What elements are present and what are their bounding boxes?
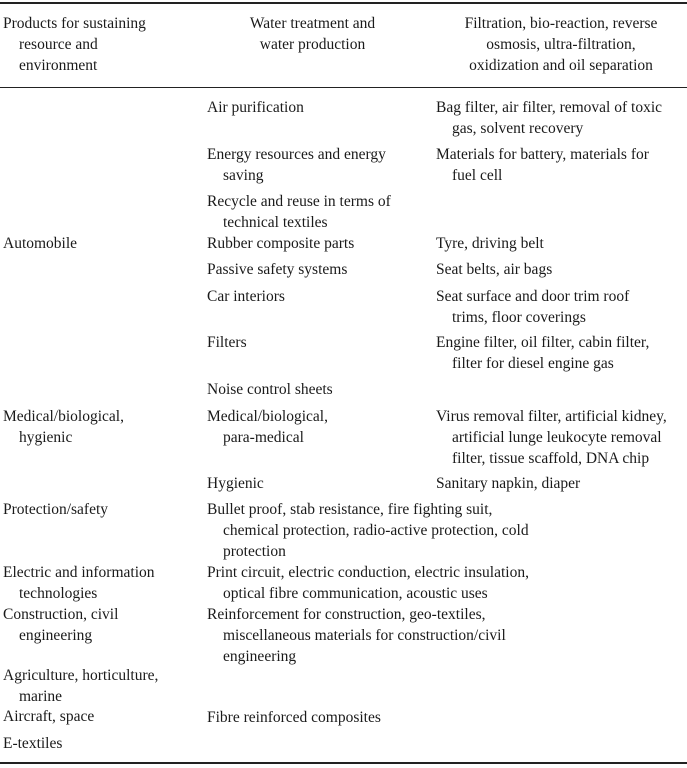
header-line: Water treatment and xyxy=(249,15,376,32)
cell-line: Hygienic xyxy=(207,475,264,492)
cell-seat-surface xyxy=(436,286,629,328)
cell-agriculture xyxy=(3,665,158,707)
cell-car-interiors xyxy=(207,286,285,307)
cell-air-purification xyxy=(207,97,304,118)
cell-line: Bag filter, air filter, removal of toxic xyxy=(436,99,663,116)
cell-line: saving xyxy=(223,167,264,184)
cell-line: gas, solvent recovery xyxy=(452,120,584,137)
cell-line: trims, floor coverings xyxy=(452,309,586,326)
cell-engine-filter xyxy=(436,332,649,374)
cell-line: Automobile xyxy=(3,235,78,252)
cell-energy-detail xyxy=(436,144,649,186)
cell-line: marine xyxy=(19,688,63,705)
header-line: Filtration, bio-reaction, reverse xyxy=(464,15,658,32)
cell-line: Reinforcement for construction, geo-textiles, xyxy=(207,606,486,623)
cell-medical-sub xyxy=(207,406,328,448)
cell-line: Aircraft, space xyxy=(3,708,95,725)
cell-virus-filter xyxy=(436,406,667,469)
cell-line: Seat surface and door trim roof xyxy=(436,288,630,305)
table-top-rule xyxy=(0,2,687,4)
header-line: resource and xyxy=(19,36,98,53)
cell-line: para-medical xyxy=(223,429,304,446)
header-line: water production xyxy=(259,36,366,53)
cell-electric-category xyxy=(3,562,155,604)
header-line: environment xyxy=(19,57,98,74)
cell-line: filter for diesel engine gas xyxy=(452,355,614,372)
cell-line: Tyre, driving belt xyxy=(436,235,544,252)
cell-line: Car interiors xyxy=(207,288,285,305)
cell-line: fuel cell xyxy=(452,167,503,184)
cell-line: Construction, civil xyxy=(3,606,119,623)
cell-reinforcement xyxy=(207,604,506,667)
cell-line: Energy resources and energy xyxy=(207,146,386,163)
header-line: oxidization and oil separation xyxy=(469,57,653,74)
header-line: Products for sustaining xyxy=(3,15,146,32)
cell-line: filter, tissue scaffold, DNA chip xyxy=(452,450,650,467)
cell-line: optical fibre communication, acoustic uses xyxy=(223,585,488,602)
cell-passive-safety xyxy=(207,259,347,280)
cell-noise-control xyxy=(207,379,333,400)
cell-line: artificial lunge leukocyte removal xyxy=(452,429,662,446)
cell-fibre-composites xyxy=(207,707,381,728)
cell-e-textiles xyxy=(3,733,62,754)
cell-line: miscellaneous materials for construction/civil xyxy=(223,627,506,644)
cell-line: Passive safety systems xyxy=(207,261,348,278)
cell-line: Recycle and reuse in terms of xyxy=(207,193,391,210)
cell-line: Fibre reinforced composites xyxy=(207,709,381,726)
cell-recycle xyxy=(207,191,391,233)
cell-line: Bullet proof, stab resistance, fire fighting suit, xyxy=(207,501,493,518)
header-line: osmosis, ultra-filtration, xyxy=(486,36,636,53)
cell-rubber-composite xyxy=(207,233,354,254)
cell-line: Electric and information xyxy=(3,564,155,581)
cell-line: Noise control sheets xyxy=(207,381,333,398)
cell-line: Print circuit, electric conduction, electric insulation, xyxy=(207,564,529,581)
cell-line: protection xyxy=(223,543,286,560)
cell-construction-category xyxy=(3,604,118,646)
header-col-water xyxy=(225,13,400,55)
cell-line: engineering xyxy=(19,627,93,644)
cell-aircraft xyxy=(3,706,94,727)
cell-line: Virus removal filter, artificial kidney, xyxy=(436,408,667,425)
cell-line: Rubber composite parts xyxy=(207,235,355,252)
cell-print-circuit xyxy=(207,562,529,604)
table-bottom-rule xyxy=(0,762,687,764)
table-header-rule xyxy=(0,87,687,88)
cell-line: Engine filter, oil filter, cabin filter, xyxy=(436,334,650,351)
cell-line: Medical/biological, xyxy=(207,408,328,425)
cell-air-purification-detail xyxy=(436,97,662,139)
cell-tyre xyxy=(436,233,544,254)
cell-line: technologies xyxy=(19,585,98,602)
cell-line: technical textiles xyxy=(223,214,328,231)
cell-bullet-proof xyxy=(207,499,529,562)
cell-line: Materials for battery, materials for xyxy=(436,146,649,163)
cell-line: Sanitary napkin, diaper xyxy=(436,475,581,492)
cell-line: hygienic xyxy=(19,429,73,446)
cell-protection-safety xyxy=(3,499,108,520)
cell-line: Protection/safety xyxy=(3,501,109,518)
cell-energy-resources xyxy=(207,144,386,186)
cell-filters xyxy=(207,332,247,353)
cell-line: engineering xyxy=(223,648,297,665)
cell-line: Filters xyxy=(207,334,247,351)
header-col-filtration xyxy=(436,13,686,76)
cell-sanitary xyxy=(436,473,580,494)
header-col-products xyxy=(3,13,146,76)
cell-line: Medical/biological, xyxy=(3,408,124,425)
cell-hygienic xyxy=(207,473,264,494)
cell-line: chemical protection, radio-active protection, cold xyxy=(223,522,529,539)
cell-line: Air purification xyxy=(207,99,304,116)
cell-line: Seat belts, air bags xyxy=(436,261,553,278)
cell-automobile xyxy=(3,233,77,254)
cell-line: E-textiles xyxy=(3,735,63,752)
cell-medical-category xyxy=(3,406,124,448)
cell-line: Agriculture, horticulture, xyxy=(3,667,159,684)
cell-seat-belts xyxy=(436,259,552,280)
